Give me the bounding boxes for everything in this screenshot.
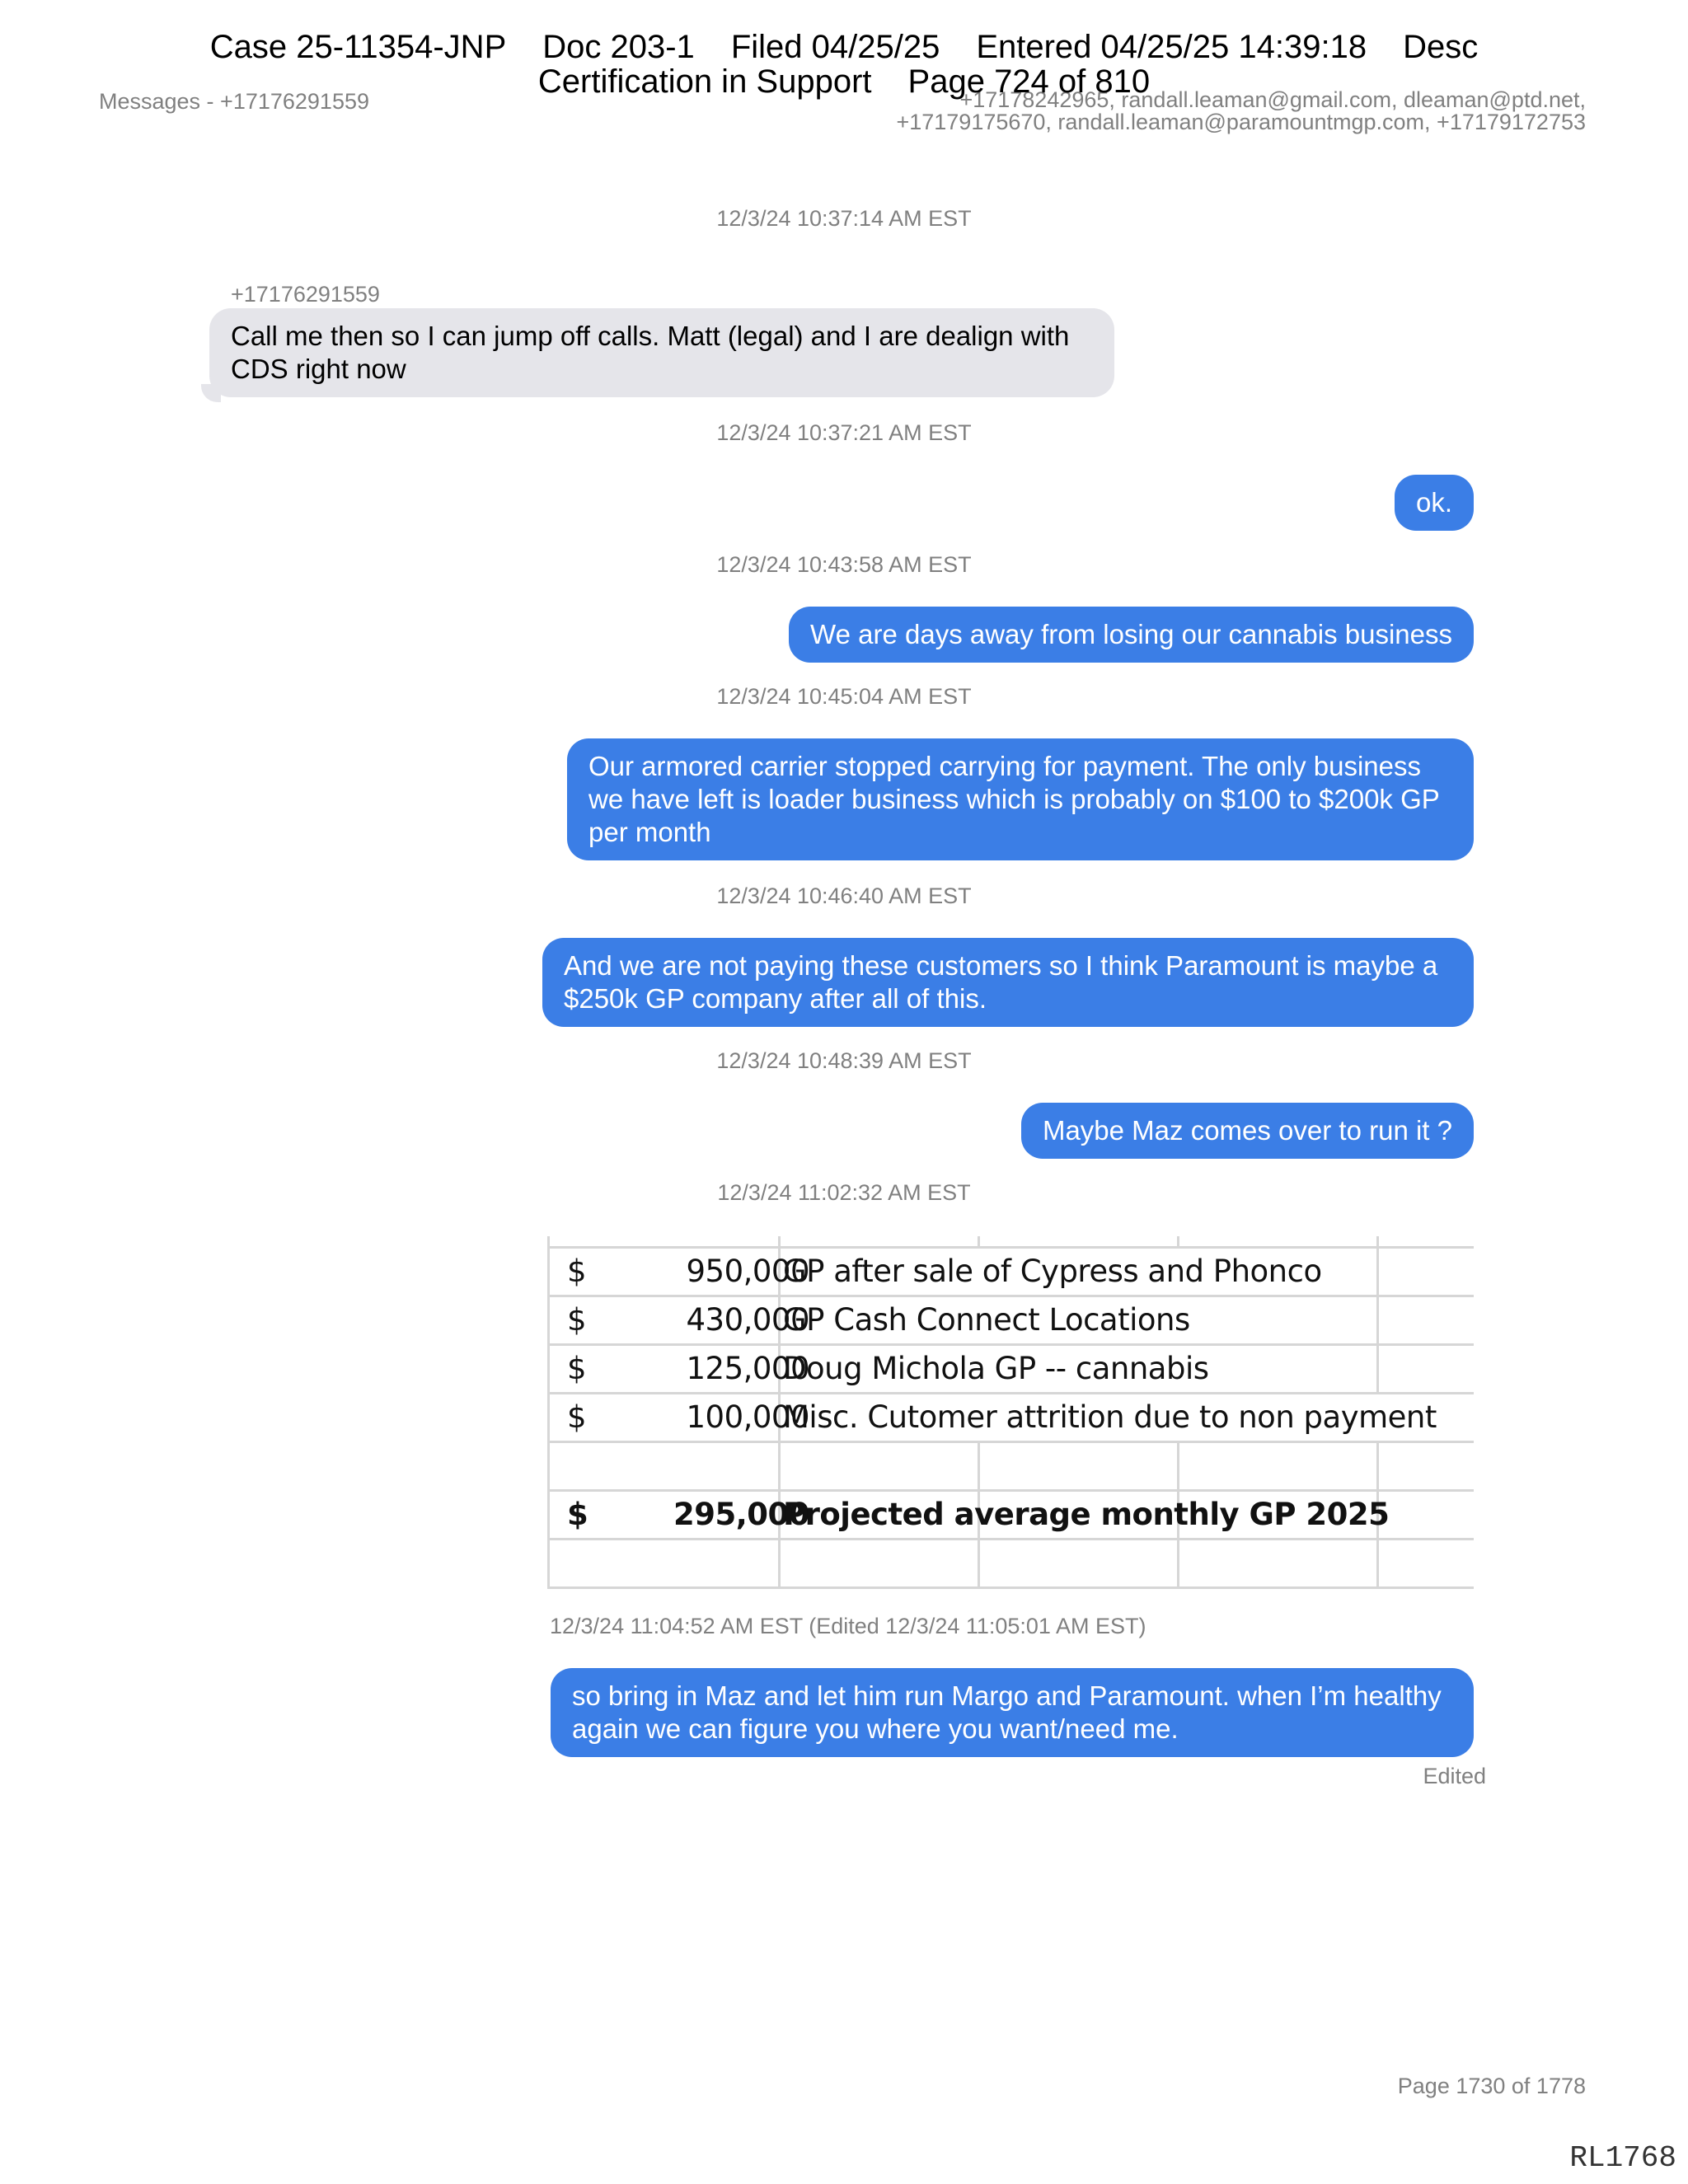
conversation-participants: +17178242965, randall.leaman@gmail.com, dleaman@ptd.net, +17179175670, randall.leaman@paramountmgp.com, +17179172753 bbox=[896, 87, 1586, 134]
message-bubble-incoming: Call me then so I can jump off calls. Matt (legal) and I are dealign with CDS right now bbox=[209, 308, 1114, 397]
amount-cell: 125,000 bbox=[686, 1351, 809, 1386]
description-cell: GP after sale of Cypress and Phonco bbox=[783, 1254, 1322, 1289]
message-timestamp: 12/3/24 10:48:39 AM EST bbox=[716, 1048, 972, 1073]
total-description-cell: Projected average monthly GP 2025 bbox=[783, 1497, 1390, 1532]
description-cell: Misc. Cutomer attrition due to non payment bbox=[783, 1399, 1437, 1435]
filed-date: Filed 04/25/25 bbox=[730, 29, 940, 65]
currency-cell: $ bbox=[567, 1351, 587, 1386]
message-timestamp: 12/3/24 11:04:52 AM EST (Edited 12/3/24 11:05:01 AM EST) bbox=[550, 1614, 1146, 1638]
description-cell: GP Cash Connect Locations bbox=[783, 1302, 1190, 1338]
amount-cell: 430,000 bbox=[686, 1302, 809, 1338]
court-filing-header bbox=[0, 30, 1688, 99]
message-timestamp: 12/3/24 10:37:21 AM EST bbox=[716, 420, 972, 445]
certification-label: Certification in Support bbox=[537, 63, 872, 100]
message-bubble-outgoing: Our armored carrier stopped carrying for payment. The only business we have left is loader business which is probably on $100 to $200k GP per month bbox=[567, 738, 1474, 860]
currency-cell: $ bbox=[567, 1302, 587, 1338]
grid-line bbox=[1177, 1236, 1179, 1246]
description-cell: Doug Michola GP -- cannabis bbox=[783, 1351, 1209, 1386]
message-timestamp: 12/3/24 10:43:58 AM EST bbox=[716, 552, 972, 577]
desc-label: Desc bbox=[1403, 29, 1479, 65]
grid-line bbox=[1376, 1236, 1379, 1392]
message-bubble-outgoing: so bring in Maz and let him run Margo and Paramount. when I’m healthy again we can figure you where you want/need me. bbox=[551, 1668, 1474, 1757]
message-timestamp: 12/3/24 10:45:04 AM EST bbox=[716, 684, 972, 709]
spreadsheet-attachment[interactable] bbox=[547, 1228, 1474, 1589]
currency-cell: $ bbox=[567, 1497, 588, 1532]
message-timestamp: 12/3/24 11:02:32 AM EST bbox=[717, 1180, 971, 1205]
grid-line bbox=[547, 1236, 550, 1589]
page-number: Page 1730 of 1778 bbox=[1397, 2074, 1586, 2098]
message-bubble-outgoing: We are days away from losing our cannabis business bbox=[789, 607, 1474, 663]
total-amount-cell: 295,000 bbox=[673, 1497, 809, 1532]
message-sender: +17176291559 bbox=[231, 282, 380, 307]
bates-number: RL1768 bbox=[1569, 2141, 1676, 2175]
message-bubble-outgoing: ok. bbox=[1395, 475, 1474, 531]
currency-cell: $ bbox=[567, 1399, 587, 1435]
grid-line bbox=[978, 1236, 980, 1246]
doc-number: Doc 203-1 bbox=[542, 29, 695, 65]
amount-cell: 950,000 bbox=[686, 1254, 809, 1289]
entered-date: Entered 04/25/25 14:39:18 bbox=[976, 29, 1367, 65]
message-timestamp: 12/3/24 10:46:40 AM EST bbox=[716, 883, 972, 908]
edited-label: Edited bbox=[1423, 1764, 1486, 1788]
message-bubble-outgoing: Maybe Maz comes over to run it ? bbox=[1021, 1103, 1474, 1159]
message-bubble-outgoing: And we are not paying these customers so I think Paramount is maybe a $250k GP company after all of this. bbox=[542, 938, 1474, 1027]
message-timestamp: 12/3/24 10:37:14 AM EST bbox=[716, 206, 972, 231]
case-number: Case 25-11354-JNP bbox=[209, 29, 507, 65]
grid-line bbox=[547, 1586, 1474, 1589]
court-page-number: Page 724 of 810 bbox=[907, 63, 1151, 100]
amount-cell: 100,000 bbox=[686, 1399, 809, 1435]
conversation-title: Messages - +17176291559 bbox=[99, 89, 369, 114]
currency-cell: $ bbox=[567, 1254, 587, 1289]
